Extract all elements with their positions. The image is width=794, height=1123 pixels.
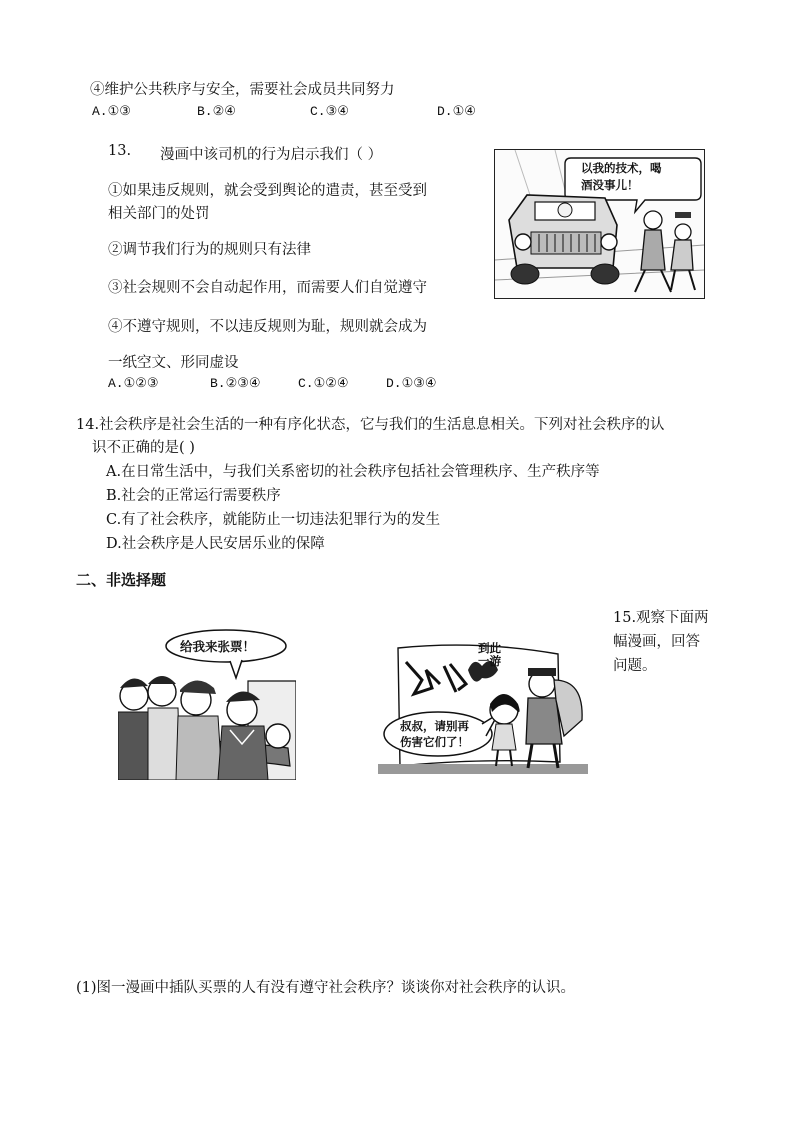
q12-option-d[interactable]: D.①④ [437,104,476,119]
q15-intro-line2: 幅漫画，回答 [613,634,700,650]
q13-item2: ②调节我们行为的规则只有法律 [108,242,311,258]
q13-number: 13. [108,143,132,159]
q15-sub1: (1)图一漫画中插队买票的人有没有遵守社会秩序？谈谈你对社会秩序的认识。 [76,980,576,996]
q13-item4-line2: 一纸空文、形同虚设 [108,355,239,371]
q12-item4: ④维护公共秩序与安全，需要社会成员共同努力 [90,82,395,98]
q13-option-b[interactable]: B.②③④ [210,376,261,391]
q13-options [108,376,488,396]
q15-intro-line1: 15.观察下面两 [613,610,709,626]
graffiti-bubble-line2: 伤害它们了！ [400,735,469,749]
q13-option-c[interactable]: C.①②④ [298,376,349,391]
q13-item1-line1: ①如果违反规则，就会受到舆论的遣责，甚至受到 [108,183,427,199]
q14-option-a[interactable]: A.在日常生活中，与我们关系密切的社会秩序包括社会管理秩序、生产秩序等 [106,464,600,480]
q13-item4-line1: ④不遵守规则，不以违反规则为耻，规则就会成为 [108,319,427,335]
queue-jumping-bubble: 给我来张票！ [180,639,256,654]
q14-option-c[interactable]: C.有了社会秩序，就能防止一切违法犯罪行为的发生 [106,512,441,528]
q14-option-b[interactable]: B.社会的正常运行需要秩序 [106,488,281,504]
q12-option-c[interactable]: C.③④ [310,104,349,119]
q14-stem-line1: 14.社会秩序是社会生活的一种有序化状态，它与我们的生活息息相关。下列对社会秩序的认 [76,417,665,433]
q15-intro-line3: 问题。 [613,658,657,674]
graffiti-cartoon [378,640,588,776]
q13-stem: 漫画中该司机的行为启示我们（ ） [160,147,383,163]
graffiti-bubble-line1: 叔叔，请别再 [400,719,469,733]
drunk-driver-bubble-line1: 以我的技术，喝 [581,161,662,175]
section-heading: 二、非选择题 [76,571,167,589]
drunk-driver-cartoon [494,149,705,299]
q13-option-a[interactable]: A.①②③ [108,376,159,391]
queue-jumping-cartoon [118,626,296,780]
drunk-driver-bubble-line2: 酒没事儿！ [581,178,639,192]
q14-option-d[interactable]: D.社会秩序是人民安居乐业的保障 [106,536,325,552]
q12-options [92,104,512,124]
q14-stem-line2: 识不正确的是( ) [92,440,195,456]
q12-option-a[interactable]: A.①③ [92,104,131,119]
graffiti-sign: 到此一游 [478,641,501,668]
q12-option-b[interactable]: B.②④ [197,104,236,119]
q13-item3: ③社会规则不会自动起作用，而需要人们自觉遵守 [108,280,427,296]
q13-item1-line2: 相关部门的处罚 [108,206,210,222]
q13-option-d[interactable]: D.①③④ [386,376,437,391]
